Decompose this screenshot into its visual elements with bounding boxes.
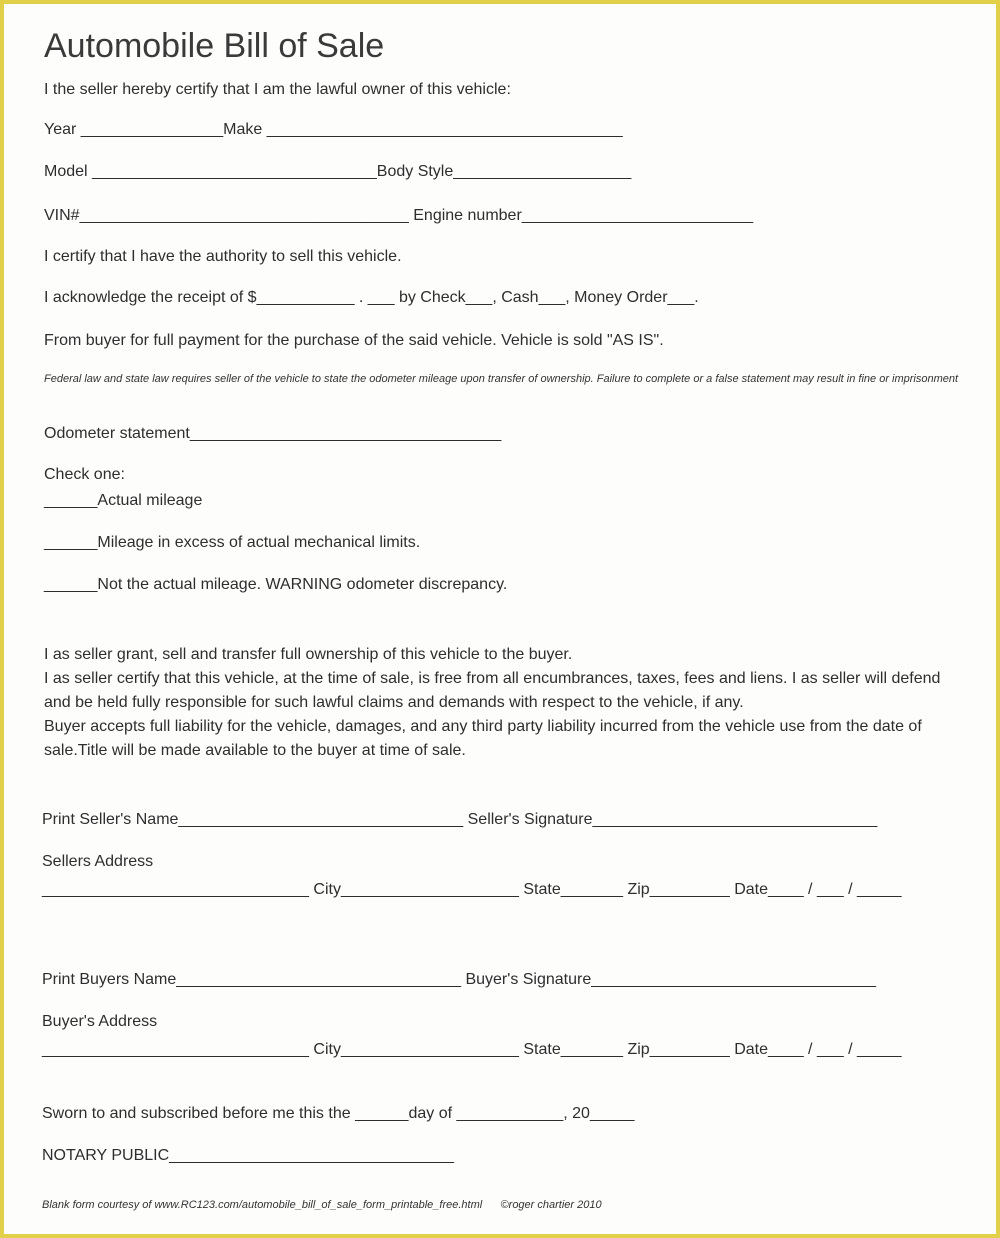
- intro-text: I the seller hereby certify that I am the lawful owner of this vehicle:: [44, 81, 511, 98]
- ownership-statements: [44, 643, 964, 763]
- notary-line: NOTARY PUBLIC________________________________: [42, 1147, 454, 1164]
- grant-liability-text: Buyer accepts full liability for the vehicle, damages, and any third party liability incurred from the vehicle use from the date of sale.Title will be made available to the buyer at time of sale.: [44, 718, 922, 759]
- seller-name-signature-line: Print Seller's Name________________________________ Seller's Signature________________________________: [42, 811, 878, 828]
- model-body-line: Model ________________________________Body Style____________________: [44, 163, 632, 180]
- as-is-text: From buyer for full payment for the purchase of the said vehicle. Vehicle is sold "AS IS".: [44, 332, 664, 349]
- option-excess-mileage: ______Mileage in excess of actual mechanical limits.: [44, 534, 421, 551]
- option-not-actual-mileage: ______Not the actual mileage. WARNING odometer discrepancy.: [44, 576, 508, 593]
- authority-text: I certify that I have the authority to sell this vehicle.: [44, 248, 402, 265]
- seller-address-label: Sellers Address: [42, 853, 154, 870]
- receipt-line: I acknowledge the receipt of $___________ . ___ by Check___, Cash___, Money Order___.: [44, 289, 699, 306]
- grant-transfer-text: I as seller grant, sell and transfer full ownership of this vehicle to the buyer.: [44, 646, 573, 663]
- buyer-name-signature-line: Print Buyers Name________________________________ Buyer's Signature________________________________: [42, 971, 876, 988]
- buyer-address-line: ______________________________ City____________________ State_______ Zip_________ Date____ / ___ / _____: [42, 1041, 902, 1058]
- federal-law-note: Federal law and state law requires seller of the vehicle to state the odometer mileage upon transfer of ownership. Failure to complete or a false statement may result in fine or imprisonment: [44, 373, 959, 385]
- buyer-address-label: Buyer's Address: [42, 1013, 158, 1030]
- seller-address-line: ______________________________ City____________________ State_______ Zip_________ Date____ / ___ / _____: [42, 881, 902, 898]
- footer-credit: Blank form courtesy of www.RC123.com/automobile_bill_of_sale_form_printable_free.html ©roger chartier 2010: [42, 1199, 602, 1211]
- vin-engine-line: VIN#_____________________________________ Engine number__________________________: [44, 207, 754, 224]
- check-one-label: Check one:: [44, 466, 125, 483]
- sworn-line: Sworn to and subscribed before me this the ______day of ____________, 20_____: [42, 1105, 635, 1122]
- grant-free-text: I as seller certify that this vehicle, at the time of sale, is free from all encumbrances, taxes, fees and liens. I as seller will defend and be held fully responsible for such lawful claims and demands with respect to the vehicle, if any.: [44, 670, 941, 711]
- page-title: Automobile Bill of Sale: [44, 27, 385, 65]
- option-actual-mileage: ______Actual mileage: [44, 492, 203, 509]
- odometer-line: Odometer statement___________________________________: [44, 425, 502, 442]
- year-make-line: Year ________________Make ________________________________________: [44, 121, 623, 138]
